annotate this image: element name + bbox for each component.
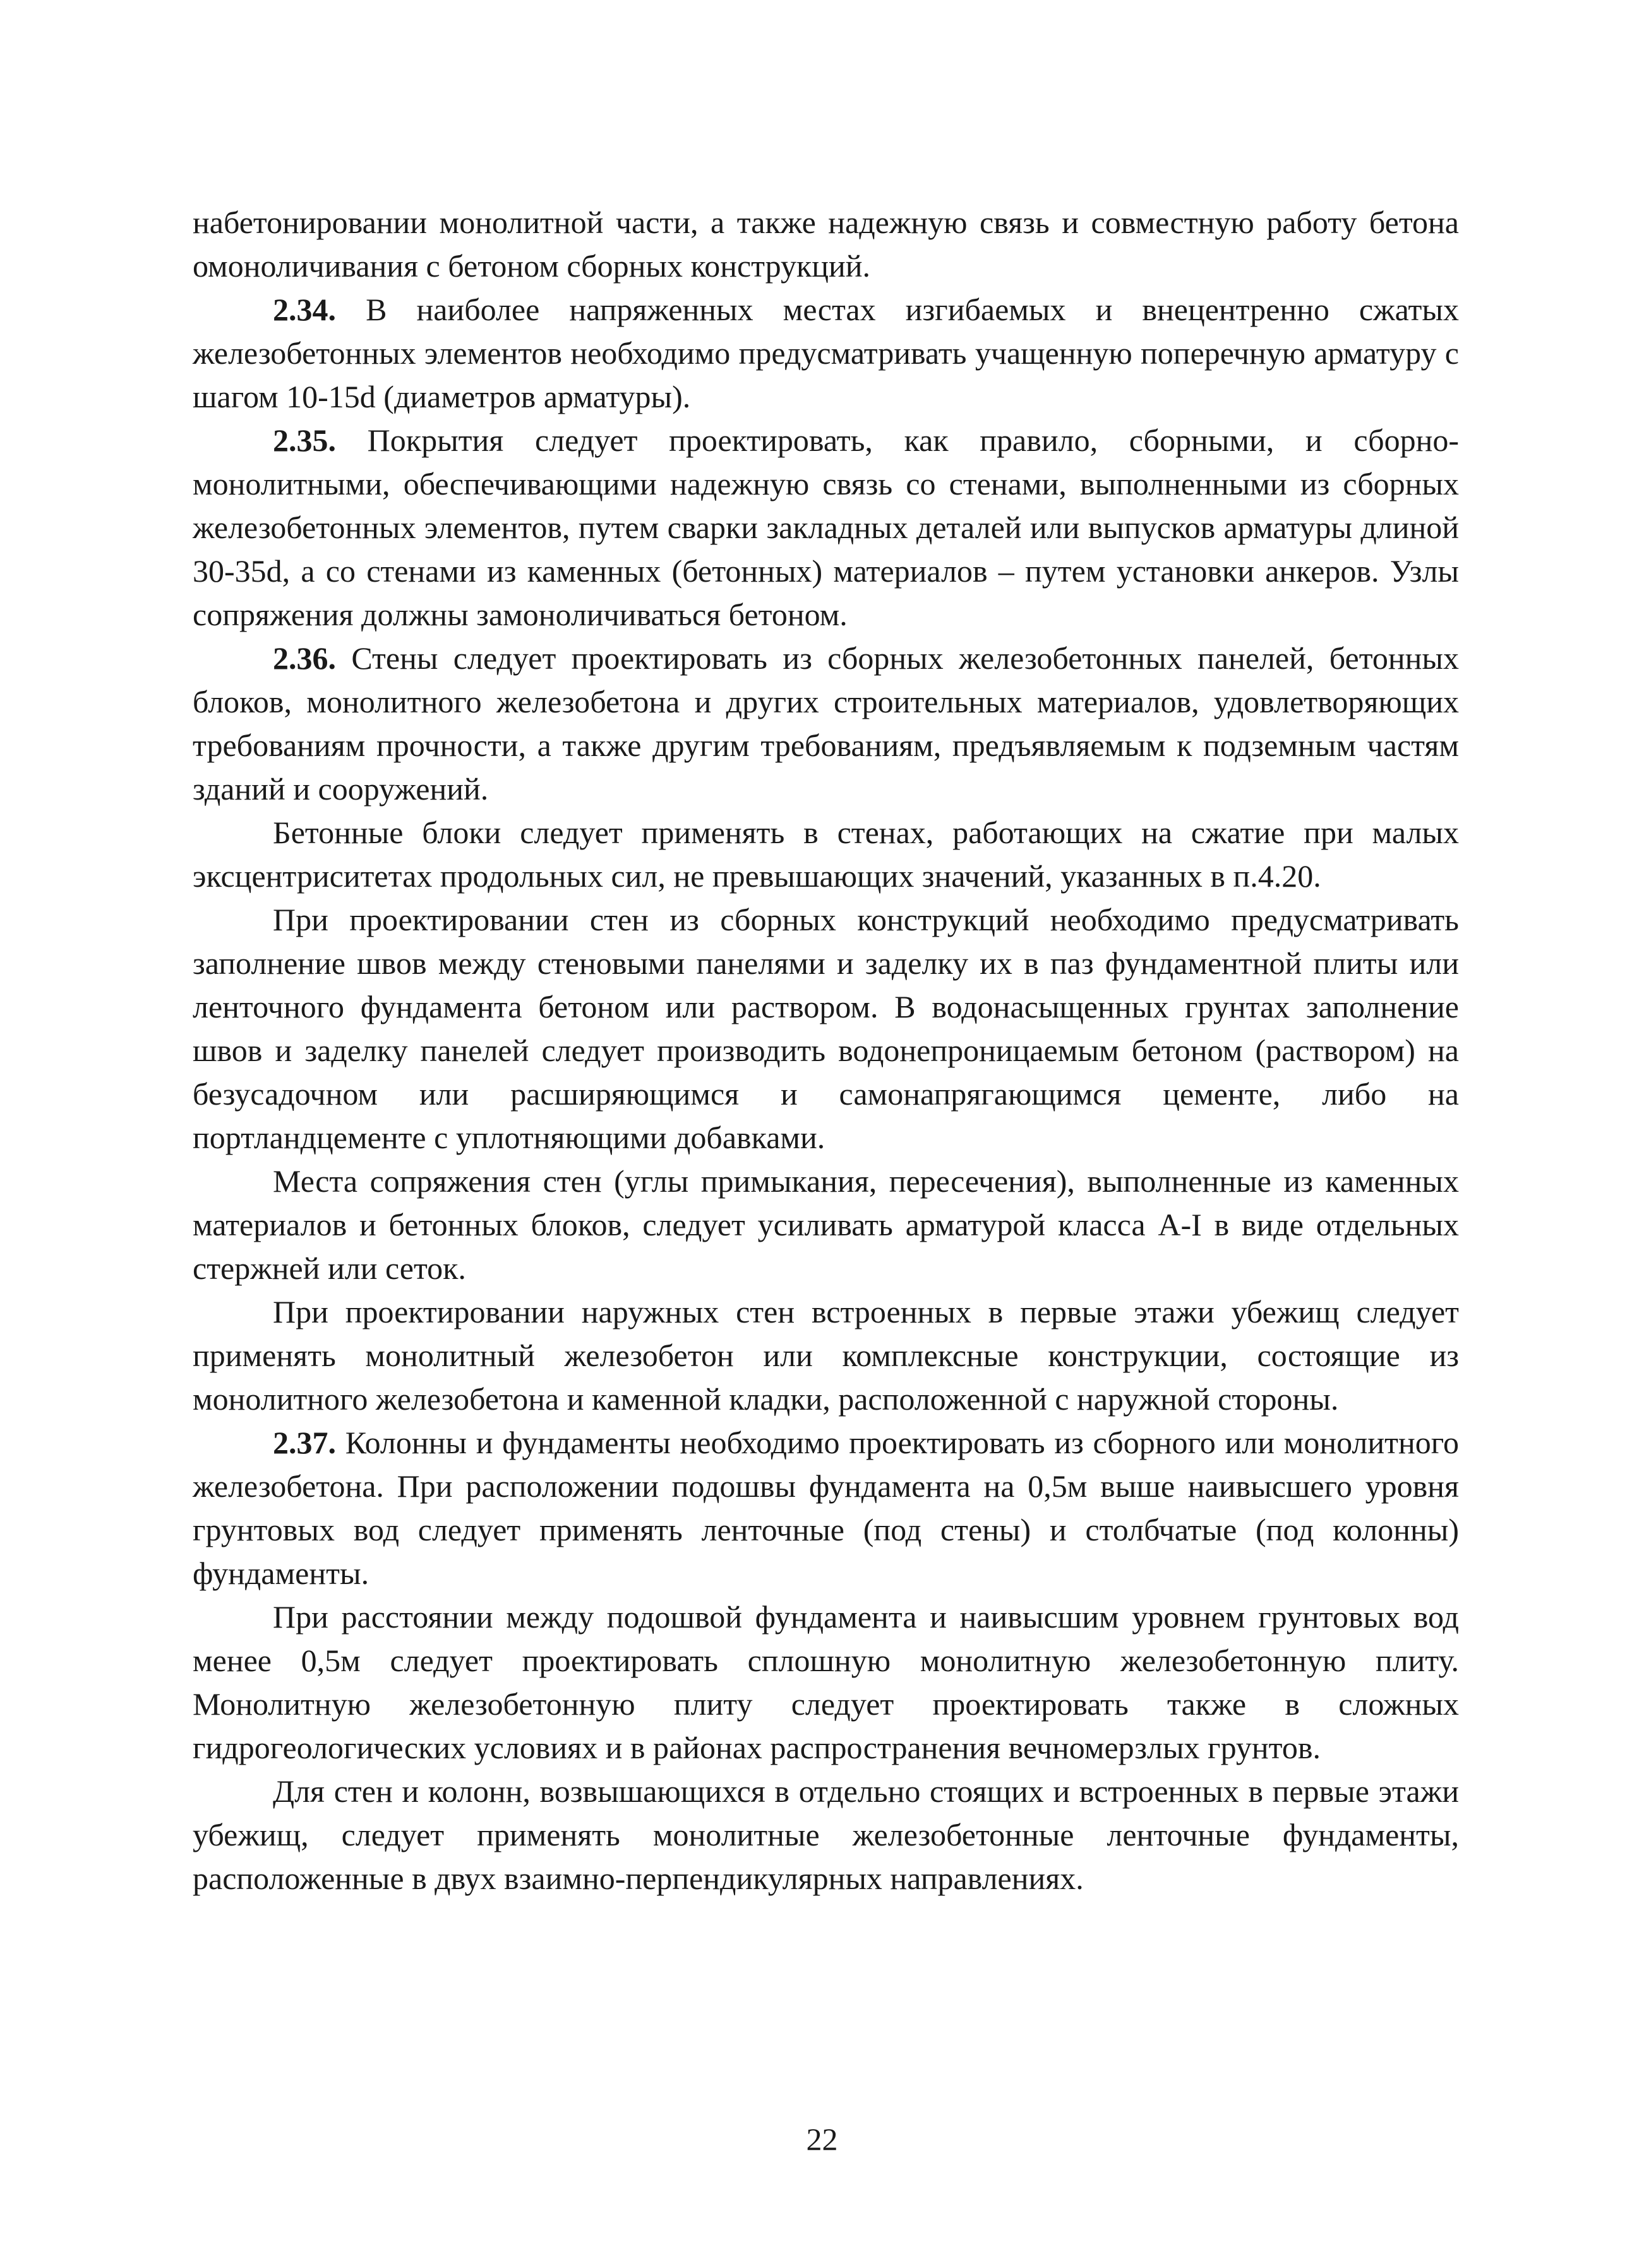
paragraph-concrete-blocks [193, 811, 1459, 898]
paragraph-prefab-walls [193, 898, 1459, 1160]
paragraph-text: При проектировании стен из сборных конструкций необходимо предусматривать заполнение швов между стеновыми панелями и заделку их в паз фундаментной плиты или ленточного фундамента бетоном или раствором. В водонасыщенных грунтах заполнение швов и заделку панелей следует производить водонепроницаемым бетоном (раствором) на безусадочном или расширяющимся и самонапрягающимся цементе, либо на портландцементе с уплотняющими добавками. [193, 902, 1459, 1155]
paragraph-2-35 [193, 419, 1459, 637]
paragraph-text: При проектировании наружных стен встроенных в первые этажи убежищ следует применять монолитный железобетон или комплексные конструкции, состоящие из монолитного железобетона и каменной кладки, расположенной с наружной стороны. [193, 1294, 1459, 1417]
paragraph-wall-joints [193, 1160, 1459, 1290]
paragraph-2-36 [193, 637, 1459, 811]
paragraph-2-37 [193, 1421, 1459, 1595]
body-text [193, 201, 1459, 1900]
page-number: 22 [806, 2121, 838, 2157]
paragraph-text: Стены следует проектировать из сборных железобетонных панелей, бетонных блоков, монолитного железобетона и других строительных материалов, удовлетворяющих требованиям прочности, а также другим требованиям, предъявляемым к подземным частям зданий и сооружений. [193, 640, 1459, 807]
paragraph-groundwater [193, 1595, 1459, 1770]
paragraph-strip-foundations [193, 1770, 1459, 1900]
paragraph-external-walls [193, 1290, 1459, 1421]
clause-number: 2.34. [273, 292, 336, 327]
paragraph-text: Покрытия следует проектировать, как правило, сборными, и сборно-монолитными, обеспечивающими надежную связь со стенами, выполненными из сборных железобетонных элементов, путем сварки закладных деталей или выпусков арматуры длиной 30-35d, а со стенами из каменных (бетонных) материалов – путем установки анкеров. Узлы сопряжения должны замоноличиваться бетоном. [193, 423, 1459, 632]
clause-number: 2.37. [273, 1425, 336, 1460]
paragraph-text: При расстоянии между подошвой фундамента и наивысшим уровнем грунтовых вод менее 0,5м следует проектировать сплошную монолитную железобетонную плиту. Монолитную железобетонную плиту следует проектировать также в сложных гидрогеологических условиях и в районах распространения вечномерзлых грунтов. [193, 1599, 1459, 1765]
clause-number: 2.35. [273, 423, 336, 458]
paragraph-text: В наиболее напряженных местах изгибаемых и внецентренно сжатых железобетонных элементов необходимо предусматривать учащенную поперечную арматуру с шагом 10-15d (диаметров арматуры). [193, 292, 1459, 414]
paragraph-continuation [193, 201, 1459, 288]
clause-number: 2.36. [273, 640, 336, 676]
paragraph-text: Для стен и колонн, возвышающихся в отдельно стоящих и встроенных в первые этажи убежищ, следует применять монолитные железобетонные ленточные фундаменты, расположенные в двух взаимно-перпендикулярных направлениях. [193, 1773, 1459, 1896]
paragraph-text: Бетонные блоки следует применять в стенах, работающих на сжатие при малых эксцентриситетах продольных сил, не превышающих значений, указанных в п.4.20. [193, 815, 1459, 894]
paragraph-text: Колонны и фундаменты необходимо проектировать из сборного или монолитного железобетона. При расположении подошвы фундамента на 0,5м выше наивысшего уровня грунтовых вод следует применять ленточные (под стены) и столбчатые (под колонны) фундаменты. [193, 1425, 1459, 1591]
paragraph-text: Места сопряжения стен (углы примыкания, пересечения), выполненные из каменных материалов и бетонных блоков, следует усиливать арматурой класса А-I в виде отдельных стержней или сеток. [193, 1163, 1459, 1286]
paragraph-2-34 [193, 288, 1459, 419]
paragraph-text: набетонировании монолитной части, а также надежную связь и совместную работу бетона омоноличивания с бетоном сборных конструкций. [193, 205, 1459, 284]
